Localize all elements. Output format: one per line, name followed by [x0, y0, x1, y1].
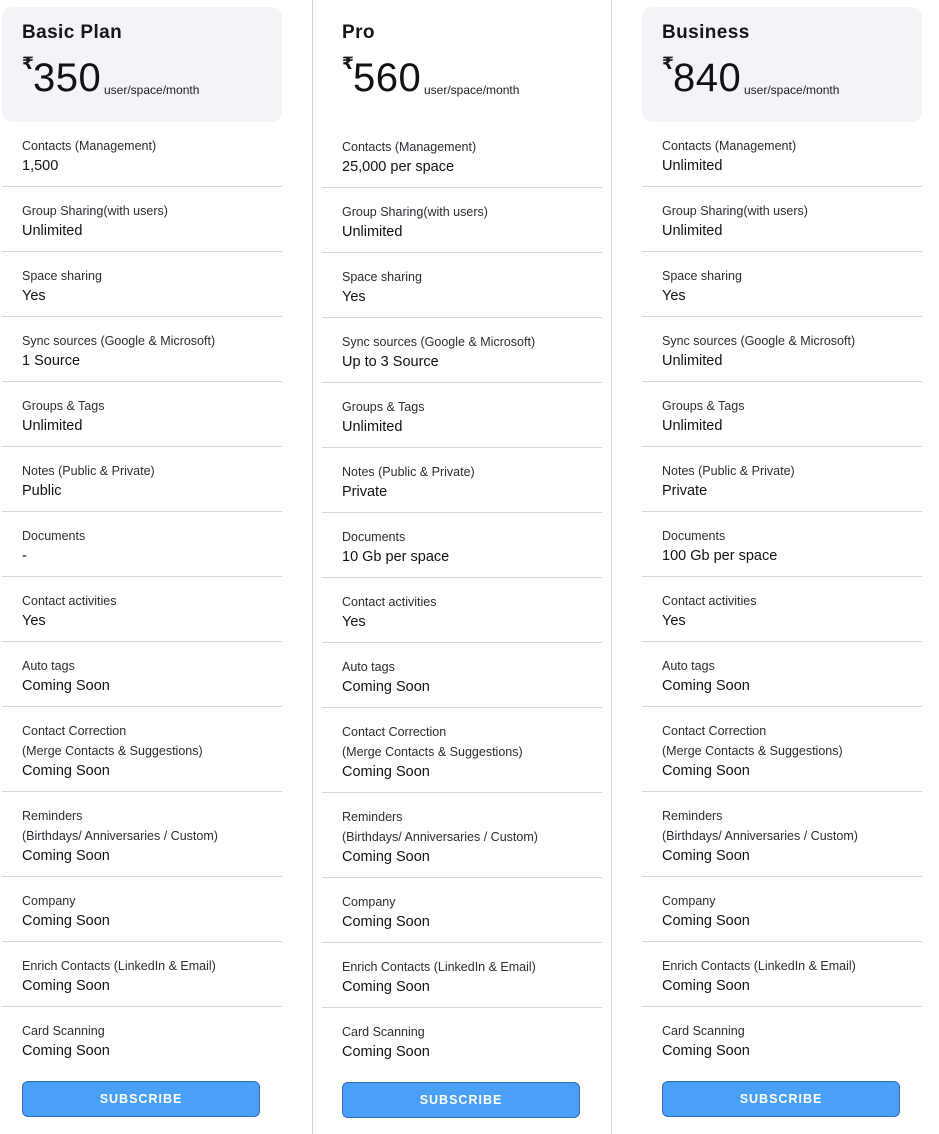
feature-name: Sync sources	[22, 334, 98, 348]
feature-label	[662, 396, 744, 416]
feature-row	[2, 512, 282, 577]
feature-value: Coming Soon	[342, 979, 430, 995]
plan-header	[2, 7, 282, 122]
feature-detail: (with users)	[103, 204, 168, 218]
feature-row	[2, 792, 282, 877]
feature-row	[322, 188, 602, 253]
feature-label	[342, 1022, 425, 1042]
feature-row	[322, 793, 602, 878]
feature-list	[322, 123, 602, 1068]
feature-row	[322, 1008, 602, 1068]
feature-detail: (Birthdays/ Anniversaries / Custom)	[342, 830, 538, 844]
currency-symbol: ₹	[22, 54, 34, 73]
plan-name: Business	[662, 22, 750, 43]
feature-row	[642, 642, 922, 707]
price-unit: user/space/month	[744, 83, 840, 97]
feature-label	[662, 266, 742, 286]
feature-value: Yes	[22, 613, 46, 629]
feature-value: Public	[22, 483, 62, 499]
feature-row	[2, 707, 282, 792]
feature-detail: (Google & Microsoft)	[737, 334, 856, 348]
feature-row	[322, 383, 602, 448]
feature-name: Sync sources	[662, 334, 738, 348]
feature-detail: (LinkedIn & Email)	[430, 960, 536, 974]
feature-name: Notes	[342, 465, 375, 479]
feature-row	[322, 708, 602, 793]
feature-label	[22, 396, 104, 416]
feature-label	[22, 591, 116, 611]
feature-value: Coming Soon	[662, 1043, 750, 1059]
plan-name: Basic Plan	[22, 22, 123, 43]
subscribe-button[interactable]: SUBSCRIBE	[342, 1082, 580, 1118]
feature-value: Coming Soon	[22, 848, 110, 864]
feature-row	[642, 122, 922, 187]
feature-value: Unlimited	[662, 223, 723, 239]
feature-detail: (LinkedIn & Email)	[750, 959, 856, 973]
plan-header	[642, 7, 922, 122]
feature-row	[2, 317, 282, 382]
feature-row	[2, 942, 282, 1007]
feature-detail: (LinkedIn & Email)	[110, 959, 216, 973]
subscribe-button[interactable]: SUBSCRIBE	[22, 1081, 260, 1117]
feature-row	[322, 513, 602, 578]
feature-value: Coming Soon	[22, 978, 110, 994]
feature-value: Private	[662, 483, 708, 499]
feature-value: Coming Soon	[342, 914, 430, 930]
feature-label	[342, 332, 535, 352]
feature-value: Coming Soon	[662, 678, 750, 694]
feature-label	[342, 592, 436, 612]
feature-detail: (with users)	[423, 205, 488, 219]
currency-symbol: ₹	[662, 54, 674, 73]
feature-label	[22, 806, 218, 846]
feature-label	[662, 891, 716, 911]
feature-value: Yes	[342, 614, 366, 630]
feature-name: Groups & Tags	[342, 400, 425, 414]
feature-value: Unlimited	[342, 419, 403, 435]
feature-name: Contacts	[22, 139, 72, 153]
feature-value: Yes	[662, 288, 686, 304]
feature-name: Space sharing	[342, 270, 422, 284]
feature-list	[2, 122, 282, 1067]
feature-name: Contacts	[342, 140, 392, 154]
feature-row	[642, 577, 922, 642]
feature-value: Coming Soon	[662, 763, 750, 779]
feature-name: Company	[22, 894, 76, 908]
feature-value: Unlimited	[342, 224, 403, 240]
feature-name: Card Scanning	[662, 1024, 745, 1038]
feature-name: Enrich Contacts	[342, 960, 431, 974]
feature-row	[2, 187, 282, 252]
feature-value: Yes	[342, 289, 366, 305]
feature-name: Auto tags	[662, 659, 715, 673]
column-divider-left	[312, 0, 313, 1134]
feature-label	[662, 806, 858, 846]
feature-detail: (Google & Microsoft)	[417, 335, 536, 349]
feature-label	[662, 721, 843, 761]
feature-name: Notes	[22, 464, 55, 478]
feature-row	[322, 318, 602, 383]
feature-row	[642, 792, 922, 877]
feature-row	[322, 123, 602, 188]
price-unit: user/space/month	[424, 83, 520, 97]
feature-name: Contact Correction	[342, 725, 447, 739]
feature-name: Card Scanning	[22, 1024, 105, 1038]
feature-label	[342, 527, 405, 547]
feature-value: Up to 3 Source	[342, 354, 439, 370]
feature-row	[642, 942, 922, 1007]
feature-name: Company	[342, 895, 396, 909]
feature-label	[342, 462, 475, 482]
feature-label	[342, 657, 395, 677]
feature-label	[662, 956, 856, 976]
feature-label	[662, 591, 756, 611]
feature-value: 1 Source	[22, 353, 81, 369]
feature-label	[342, 397, 424, 417]
feature-row	[642, 707, 922, 792]
feature-value: Coming Soon	[342, 1044, 430, 1060]
feature-detail: (Public & Private)	[54, 464, 155, 478]
plan-column-pro	[322, 0, 602, 1068]
subscribe-button[interactable]: SUBSCRIBE	[662, 1081, 900, 1117]
feature-value: 100 Gb per space	[662, 548, 778, 564]
feature-name: Space sharing	[22, 269, 102, 283]
feature-detail: (Birthdays/ Anniversaries / Custom)	[662, 829, 858, 843]
price-amount: 350	[33, 56, 102, 100]
feature-name: Auto tags	[22, 659, 75, 673]
feature-row	[322, 448, 602, 513]
feature-label	[342, 722, 523, 762]
feature-value: Coming Soon	[22, 763, 110, 779]
feature-name: Groups & Tags	[662, 399, 745, 413]
feature-row	[322, 878, 602, 943]
feature-name: Groups & Tags	[22, 399, 105, 413]
feature-detail: (Management)	[391, 140, 477, 154]
feature-row	[642, 317, 922, 382]
feature-name: Card Scanning	[342, 1025, 425, 1039]
feature-name: Contact Correction	[22, 724, 127, 738]
feature-detail: (Birthdays/ Anniversaries / Custom)	[22, 829, 218, 843]
feature-name: Contact activities	[662, 594, 757, 608]
feature-detail: (Public & Private)	[694, 464, 795, 478]
feature-name: Documents	[342, 530, 406, 544]
feature-value: 1,500	[22, 158, 59, 174]
feature-label	[22, 461, 155, 481]
feature-value: Coming Soon	[22, 678, 110, 694]
feature-label	[342, 267, 422, 287]
feature-value: 25,000 per space	[342, 159, 455, 175]
feature-name: Reminders	[22, 809, 83, 823]
price-amount: 560	[353, 56, 422, 100]
feature-name: Contacts	[662, 139, 712, 153]
feature-label	[22, 266, 102, 286]
feature-value: Unlimited	[22, 418, 83, 434]
feature-row	[322, 253, 602, 318]
feature-detail: (Public & Private)	[374, 465, 475, 479]
feature-value: Coming Soon	[342, 679, 430, 695]
feature-label	[22, 721, 203, 761]
feature-label	[662, 1021, 745, 1041]
feature-name: Notes	[662, 464, 695, 478]
feature-name: Enrich Contacts	[22, 959, 111, 973]
feature-label	[662, 526, 725, 546]
feature-label	[342, 202, 488, 222]
feature-label	[342, 892, 396, 912]
feature-name: Reminders	[662, 809, 723, 823]
feature-value: Unlimited	[662, 353, 723, 369]
feature-value: Yes	[662, 613, 686, 629]
feature-detail: (Merge Contacts & Suggestions)	[342, 745, 523, 759]
feature-name: Contact activities	[342, 595, 437, 609]
plan-column-basic-plan	[2, 0, 282, 1067]
feature-value: Coming Soon	[662, 913, 750, 929]
feature-row	[642, 447, 922, 512]
feature-label	[342, 957, 536, 977]
feature-row	[2, 252, 282, 317]
feature-value: Coming Soon	[662, 978, 750, 994]
feature-name: Group Sharing	[22, 204, 104, 218]
feature-row	[642, 382, 922, 447]
feature-value: Coming Soon	[342, 764, 430, 780]
feature-row	[642, 187, 922, 252]
plan-name: Pro	[342, 22, 375, 43]
feature-name: Enrich Contacts	[662, 959, 751, 973]
feature-row	[2, 382, 282, 447]
feature-name: Group Sharing	[662, 204, 744, 218]
feature-label	[22, 331, 215, 351]
feature-name: Company	[662, 894, 716, 908]
feature-row	[642, 252, 922, 317]
feature-name: Auto tags	[342, 660, 395, 674]
feature-label	[22, 526, 85, 546]
feature-name: Sync sources	[342, 335, 418, 349]
feature-label	[662, 331, 855, 351]
feature-value: Coming Soon	[22, 913, 110, 929]
feature-label	[662, 201, 808, 221]
feature-value: Coming Soon	[662, 848, 750, 864]
feature-row	[642, 1007, 922, 1067]
feature-label	[22, 891, 76, 911]
feature-detail: (Management)	[711, 139, 797, 153]
feature-row	[642, 512, 922, 577]
feature-detail: (Merge Contacts & Suggestions)	[22, 744, 203, 758]
feature-name: Contact Correction	[662, 724, 767, 738]
feature-value: Unlimited	[662, 158, 723, 174]
feature-name: Documents	[22, 529, 86, 543]
feature-detail: (Management)	[71, 139, 157, 153]
feature-row	[2, 877, 282, 942]
plan-header	[322, 7, 602, 122]
feature-label	[22, 136, 156, 156]
feature-list	[642, 122, 922, 1067]
feature-value: -	[22, 548, 27, 564]
feature-row	[2, 122, 282, 187]
feature-row	[2, 577, 282, 642]
feature-name: Reminders	[342, 810, 403, 824]
feature-value: Yes	[22, 288, 46, 304]
feature-value: Coming Soon	[342, 849, 430, 865]
feature-row	[642, 877, 922, 942]
feature-label	[662, 656, 715, 676]
feature-row	[2, 642, 282, 707]
feature-value: Coming Soon	[22, 1043, 110, 1059]
feature-value: 10 Gb per space	[342, 549, 450, 565]
feature-name: Documents	[662, 529, 726, 543]
feature-row	[2, 447, 282, 512]
feature-label	[22, 1021, 105, 1041]
currency-symbol: ₹	[342, 54, 354, 73]
feature-row	[322, 643, 602, 708]
feature-value: Private	[342, 484, 388, 500]
feature-name: Group Sharing	[342, 205, 424, 219]
feature-detail: (Merge Contacts & Suggestions)	[662, 744, 843, 758]
feature-name: Space sharing	[662, 269, 742, 283]
price-unit: user/space/month	[104, 83, 200, 97]
feature-detail: (Google & Microsoft)	[97, 334, 216, 348]
feature-label	[662, 461, 795, 481]
feature-name: Contact activities	[22, 594, 117, 608]
feature-value: Unlimited	[22, 223, 83, 239]
feature-label	[662, 136, 796, 156]
feature-label	[342, 137, 476, 157]
feature-label	[22, 656, 75, 676]
price-amount: 840	[673, 56, 742, 100]
feature-row	[322, 578, 602, 643]
column-divider-right	[611, 0, 612, 1134]
feature-detail: (with users)	[743, 204, 808, 218]
feature-label	[22, 201, 168, 221]
feature-row	[322, 943, 602, 1008]
feature-row	[2, 1007, 282, 1067]
feature-label	[22, 956, 216, 976]
feature-label	[342, 807, 538, 847]
plan-column-business	[642, 0, 922, 1067]
feature-value: Unlimited	[662, 418, 723, 434]
